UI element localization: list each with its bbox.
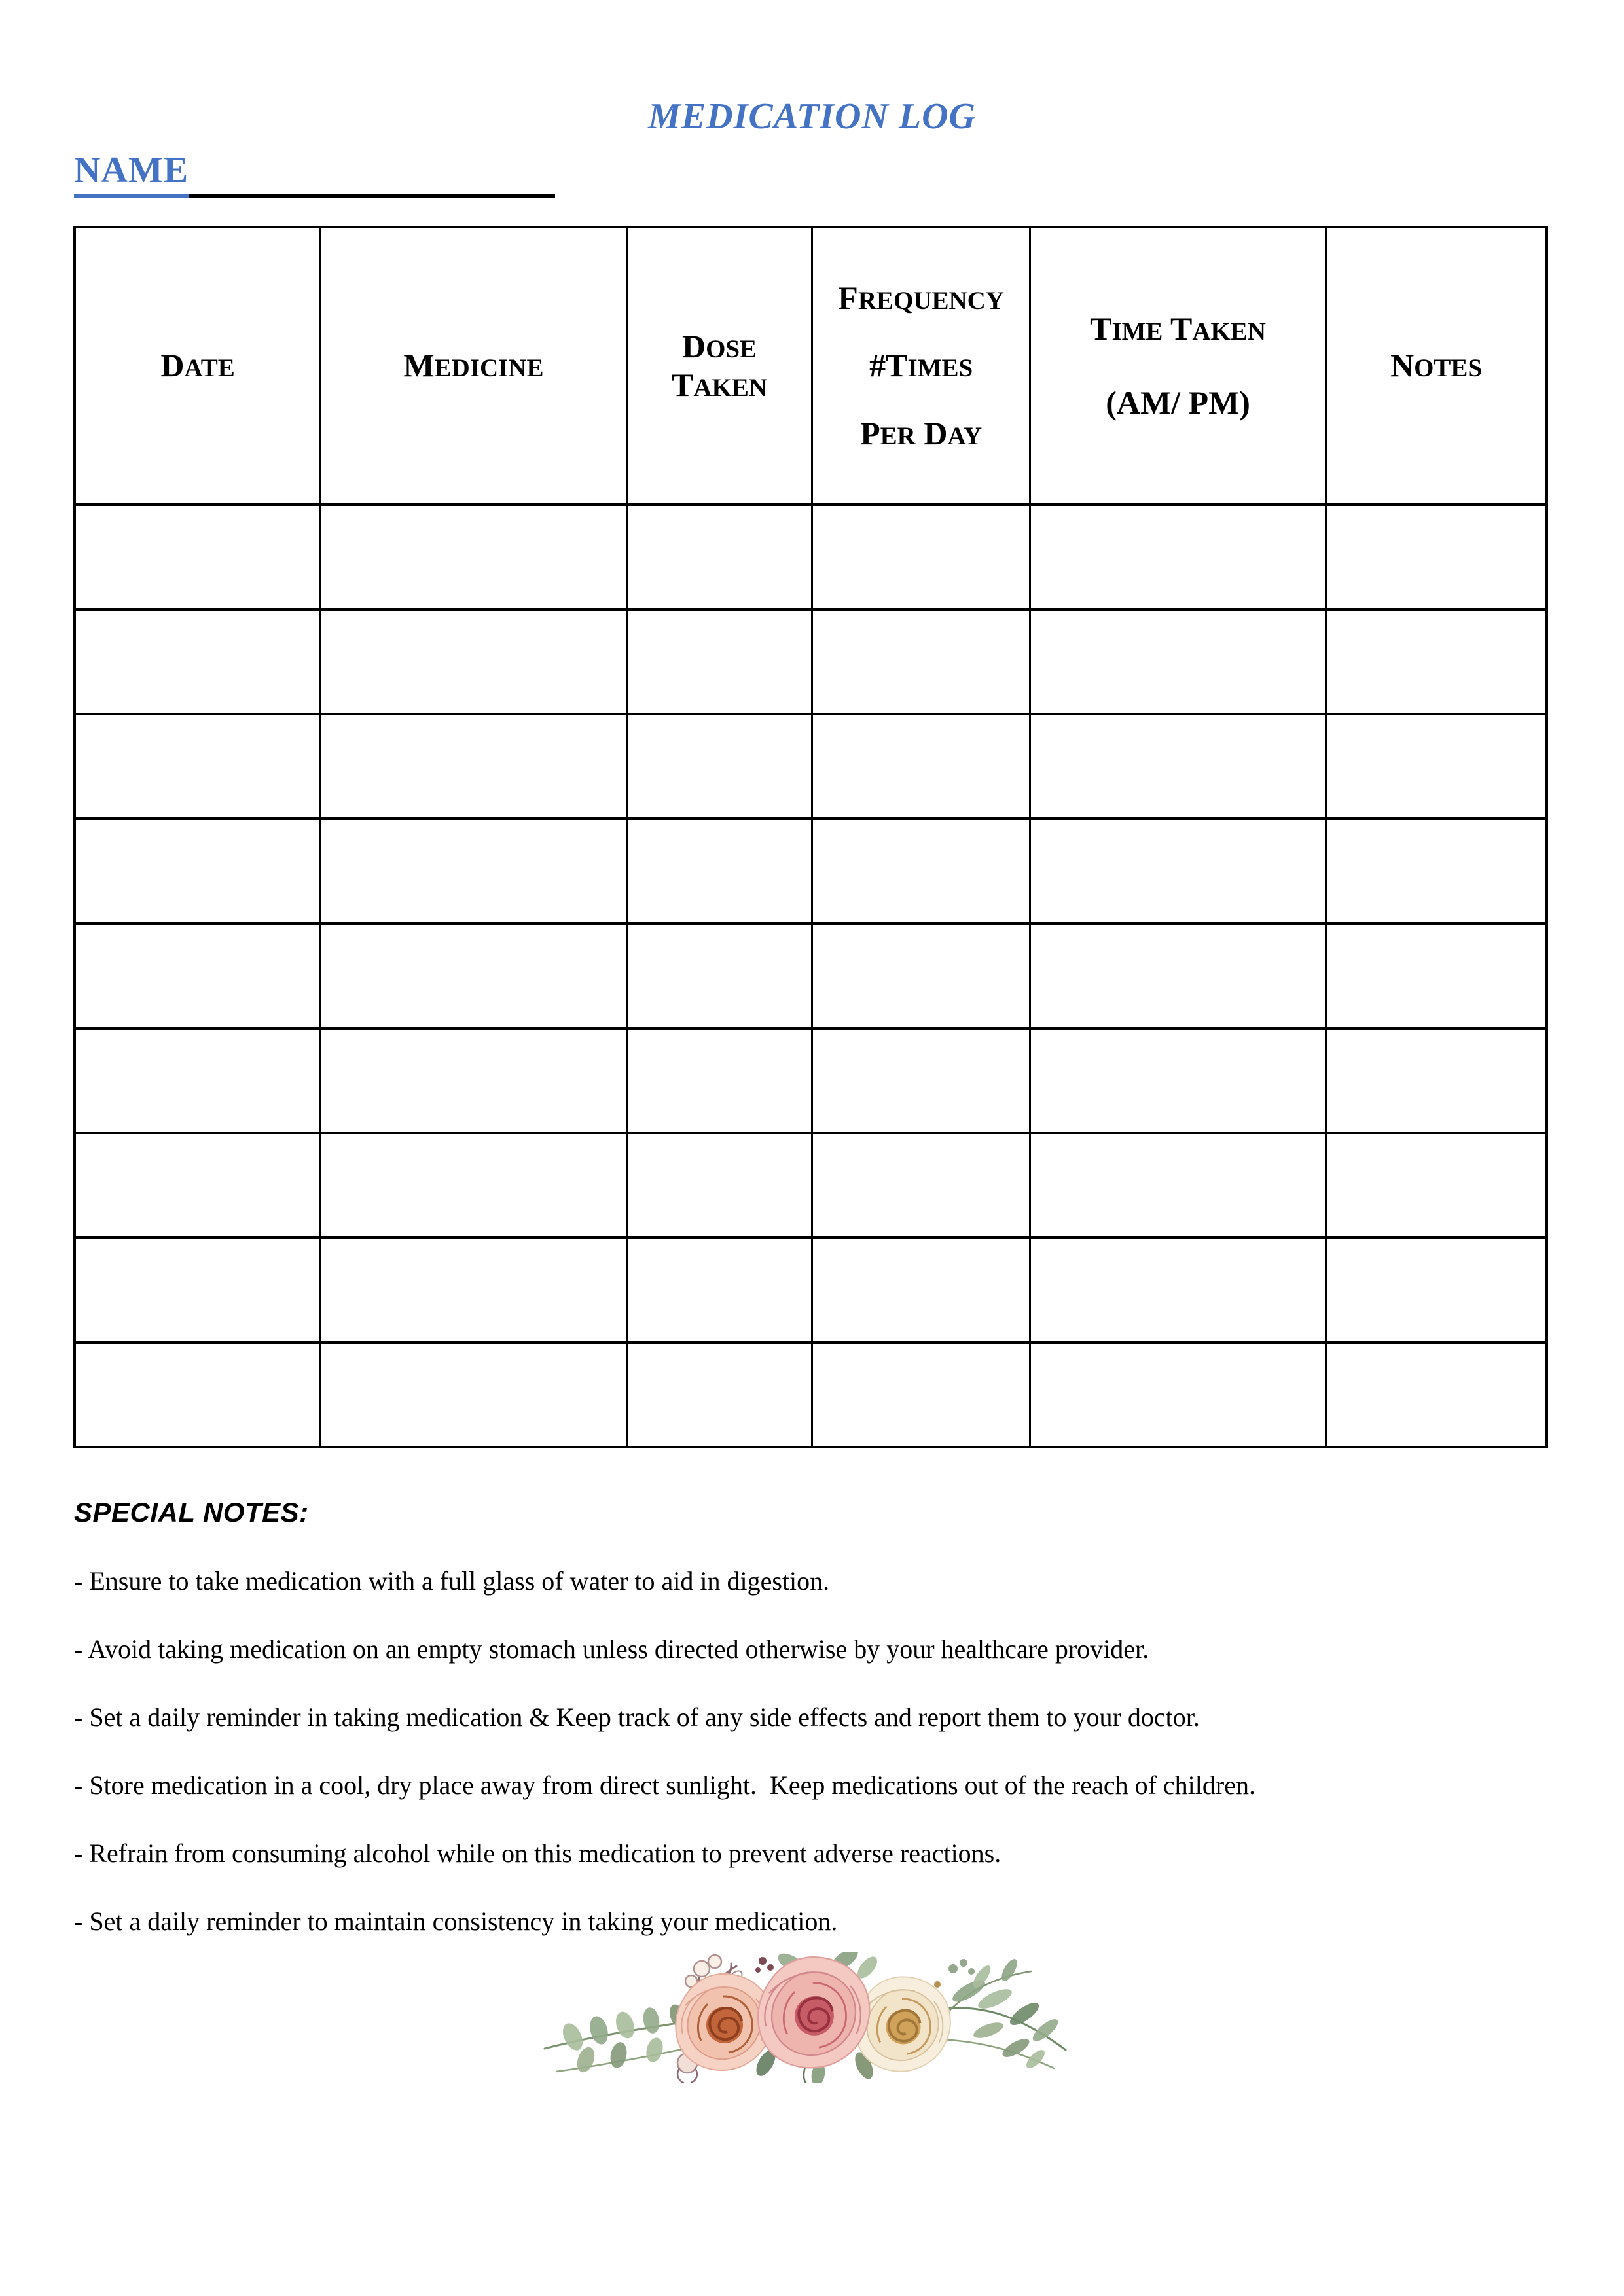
table-row: [75, 924, 1547, 1028]
cell-date[interactable]: [75, 1238, 321, 1342]
cell-notes[interactable]: [1326, 609, 1547, 714]
name-fill-line[interactable]: [189, 154, 555, 198]
table-row: [75, 505, 1547, 609]
cell-date[interactable]: [75, 714, 321, 819]
cell-time-taken[interactable]: [1030, 819, 1326, 924]
table-header: [75, 227, 1547, 505]
cell-date[interactable]: [75, 1342, 321, 1447]
column-header-date: DATE: [75, 227, 321, 505]
cell-medicine[interactable]: [321, 609, 627, 714]
special-notes-heading: SPECIAL NOTES:: [74, 1497, 309, 1528]
cell-notes[interactable]: [1326, 819, 1547, 924]
cell-time-taken[interactable]: [1030, 924, 1326, 1028]
cell-time-taken[interactable]: [1030, 1133, 1326, 1238]
special-note: - Refrain from consuming alcohol while on this medication to prevent adverse reactions.: [74, 1839, 1001, 1868]
cell-frequency[interactable]: [812, 714, 1030, 819]
table-row: [75, 609, 1547, 714]
cell-dose-taken[interactable]: [626, 1133, 812, 1238]
cell-time-taken[interactable]: [1030, 1028, 1326, 1133]
cell-notes[interactable]: [1326, 505, 1547, 609]
cell-frequency[interactable]: [812, 819, 1030, 924]
cell-medicine[interactable]: [321, 1342, 627, 1447]
cell-notes[interactable]: [1326, 1238, 1547, 1342]
cell-date[interactable]: [75, 505, 321, 609]
cell-notes[interactable]: [1326, 1133, 1547, 1238]
cell-date[interactable]: [75, 1133, 321, 1238]
cell-frequency[interactable]: [812, 1133, 1030, 1238]
special-note: - Set a daily reminder to maintain consistency in taking your medication.: [74, 1907, 838, 1936]
cell-date[interactable]: [75, 819, 321, 924]
page-title: MEDICATION LOG: [648, 96, 976, 137]
cell-medicine[interactable]: [321, 1028, 627, 1133]
special-note: - Store medication in a cool, dry place away from direct sunlight. Keep medications out of the reach of children.: [74, 1770, 1255, 1800]
table-row: [75, 1342, 1547, 1447]
cell-dose-taken[interactable]: [626, 819, 812, 924]
cell-dose-taken[interactable]: [626, 1028, 812, 1133]
floral-decoration: [537, 1952, 1074, 2083]
cell-time-taken[interactable]: [1030, 505, 1326, 609]
column-header-notes: NOTES: [1326, 227, 1547, 505]
cell-medicine[interactable]: [321, 819, 627, 924]
cell-date[interactable]: [75, 609, 321, 714]
cell-time-taken[interactable]: [1030, 1238, 1326, 1342]
name-row: [74, 149, 555, 198]
cell-frequency[interactable]: [812, 924, 1030, 1028]
column-header-medicine: MEDICINE: [321, 227, 627, 505]
cell-dose-taken[interactable]: [626, 609, 812, 714]
table-row: [75, 1028, 1547, 1133]
cell-time-taken[interactable]: [1030, 714, 1326, 819]
cell-dose-taken[interactable]: [626, 505, 812, 609]
special-notes-section: [74, 1496, 1557, 1938]
cell-notes[interactable]: [1326, 924, 1547, 1028]
cell-medicine[interactable]: [321, 1238, 627, 1342]
column-header-time-taken: TIME TAKEN (AM/ PM): [1030, 227, 1326, 505]
table-row: [75, 1133, 1547, 1238]
cell-dose-taken[interactable]: [626, 714, 812, 819]
cell-date[interactable]: [75, 924, 321, 1028]
name-label: NAME: [74, 149, 189, 198]
special-note: - Set a daily reminder in taking medication & Keep track of any side effects and report them to your doctor.: [74, 1702, 1200, 1732]
cell-frequency[interactable]: [812, 1028, 1030, 1133]
cell-notes[interactable]: [1326, 1342, 1547, 1447]
special-note: - Ensure to take medication with a full glass of water to aid in digestion.: [74, 1566, 830, 1596]
special-note: - Avoid taking medication on an empty stomach unless directed otherwise by your healthcare provider.: [74, 1634, 1149, 1664]
cell-medicine[interactable]: [321, 505, 627, 609]
table-row: [75, 819, 1547, 924]
column-header-frequency: FREQUENCY #TIMES PER DAY: [812, 227, 1030, 505]
table-body: [75, 505, 1547, 1447]
cell-dose-taken[interactable]: [626, 1238, 812, 1342]
cell-medicine[interactable]: [321, 714, 627, 819]
cell-dose-taken[interactable]: [626, 924, 812, 1028]
cell-frequency[interactable]: [812, 1238, 1030, 1342]
cell-medicine[interactable]: [321, 924, 627, 1028]
cell-frequency[interactable]: [812, 505, 1030, 609]
header-row: [75, 227, 1547, 505]
cell-notes[interactable]: [1326, 1028, 1547, 1133]
cell-dose-taken[interactable]: [626, 1342, 812, 1447]
medication-log-table: [73, 226, 1548, 1448]
cell-medicine[interactable]: [321, 1133, 627, 1238]
cell-frequency[interactable]: [812, 609, 1030, 714]
cell-date[interactable]: [75, 1028, 321, 1133]
cell-notes[interactable]: [1326, 714, 1547, 819]
cell-frequency[interactable]: [812, 1342, 1030, 1447]
cell-time-taken[interactable]: [1030, 609, 1326, 714]
table-row: [75, 714, 1547, 819]
table-row: [75, 1238, 1547, 1342]
cell-time-taken[interactable]: [1030, 1342, 1326, 1447]
column-header-dose-taken: DOSE TAKEN: [626, 227, 812, 505]
